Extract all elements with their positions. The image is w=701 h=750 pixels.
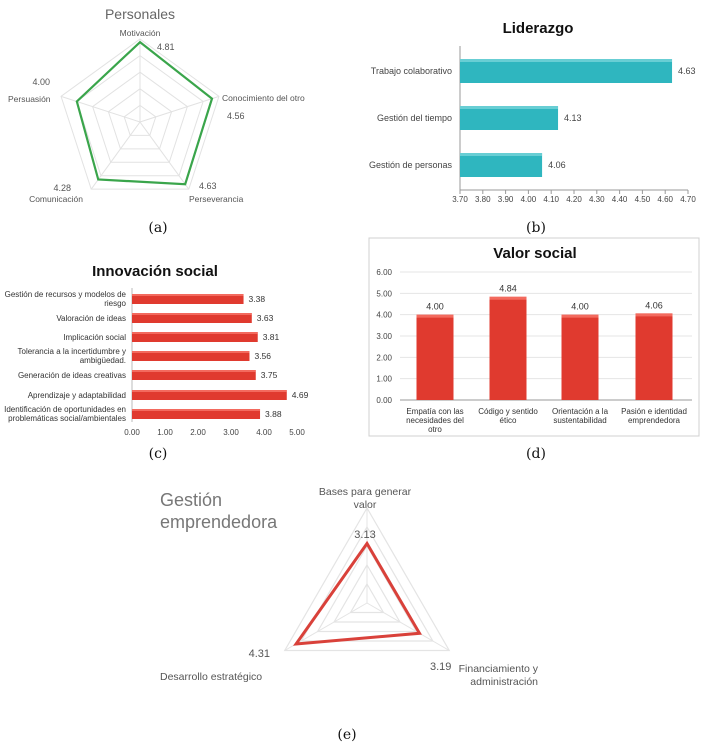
bar-c-value-label: 4.69: [291, 390, 309, 400]
caption-b: (b): [526, 220, 546, 236]
bar-c-value-label: 3.75: [260, 370, 278, 380]
radar-gestion-emprendedora: [160, 486, 539, 688]
bar-d-bar-highlight: [636, 313, 673, 316]
radar-a-value-label: 4.56: [227, 111, 245, 121]
radar-e-axis-label: Financiamiento y administración: [458, 663, 538, 688]
bar-d-tick-label: 5.00: [376, 289, 392, 299]
bar-liderazgo: [369, 20, 696, 204]
bar-c-title: Innovación social: [92, 263, 218, 280]
bar-c-tick-label: 4.00: [256, 428, 272, 437]
bar-d-category-label: Código y sentido ético: [478, 407, 538, 425]
radar-a-value-label: 4.81: [157, 42, 175, 52]
caption-c: (c): [148, 446, 168, 462]
bar-d-tick-label: 2.00: [376, 353, 392, 363]
bar-c-bar-highlight: [132, 390, 287, 392]
bar-b-tick-label: 4.70: [680, 195, 696, 204]
bar-b-value-label: 4.63: [678, 66, 696, 76]
bar-b-tick-label: 3.70: [452, 195, 468, 204]
bar-d-bar: [636, 313, 673, 400]
bar-d-bar: [417, 315, 454, 400]
radar-e-axis-label: Bases para generar valor: [318, 486, 412, 511]
radar-a-axis-label: Comunicación: [29, 194, 83, 204]
bar-c-bar-highlight: [132, 294, 244, 296]
bar-d-value-label: 4.84: [499, 283, 517, 294]
bar-c-category-label: Valoración de ideas: [56, 314, 126, 323]
bar-d-tick-label: 1.00: [376, 374, 392, 384]
radar-a-value-label: 4.00: [32, 77, 50, 87]
bar-d-value-label: 4.00: [426, 301, 444, 312]
radar-e-spoke: [367, 603, 449, 651]
radar-a-value-label: 4.63: [199, 181, 217, 191]
bar-c-bar-highlight: [132, 332, 258, 334]
bar-d-bar-highlight: [562, 315, 599, 318]
bar-valor-social: [376, 245, 692, 434]
bar-b-tick-label: 4.60: [657, 195, 673, 204]
bar-b-bar-highlight: [460, 106, 558, 109]
bar-c-tick-label: 2.00: [190, 428, 206, 437]
bar-c-category-label: Aprendizaje y adaptabilidad: [27, 391, 126, 400]
bar-c-tick-label: 1.00: [157, 428, 173, 437]
radar-a-axis-label: Persuasión: [8, 94, 51, 104]
bar-d-value-label: 4.06: [645, 300, 663, 311]
bar-b-tick-label: 4.30: [589, 195, 605, 204]
radar-e-axis-label: Desarrollo estratégico: [160, 671, 263, 683]
bar-b-tick-label: 4.40: [611, 195, 628, 204]
radar-e-title: Gestión emprendedora: [160, 490, 278, 532]
bar-c-category-label: Gestión de recursos y modelos de riesgo: [4, 290, 126, 308]
bar-c-tick-label: 3.00: [223, 428, 239, 437]
bar-b-tick-label: 3.80: [475, 195, 491, 204]
bar-d-category-label: Orientación a la sustentabilidad: [551, 407, 609, 425]
bar-b-tick-label: 4.00: [520, 195, 537, 204]
bar-b-bar: [460, 106, 558, 130]
bar-b-bar-highlight: [460, 153, 542, 156]
bar-b-tick-label: 3.90: [497, 195, 514, 204]
bar-c-bar-highlight: [132, 409, 260, 411]
bar-c-category-label: Implicación social: [63, 333, 126, 342]
radar-a-axis-label: Perseverancia: [189, 194, 244, 204]
bar-b-title: Liderazgo: [502, 20, 574, 37]
bar-b-tick-label: 4.50: [634, 195, 651, 204]
caption-a: (a): [148, 220, 168, 236]
radar-e-value-label: 3.19: [430, 661, 452, 673]
bar-b-tick-label: 4.10: [543, 195, 559, 204]
bar-c-value-label: 3.63: [256, 313, 274, 323]
bar-d-tick-label: 4.00: [376, 310, 392, 320]
bar-c-value-label: 3.88: [265, 409, 282, 419]
bar-b-bar-highlight: [460, 59, 672, 62]
bar-d-category-label: Pasión e identidad emprendedora: [621, 407, 687, 425]
bar-innovacion-social: [4, 263, 308, 437]
bar-c-category-label: Identificación de oportunidades en problemáticas social/ambientales: [4, 405, 126, 423]
caption-e: (e): [337, 727, 357, 743]
bar-d-value-label: 4.00: [571, 301, 589, 312]
bar-d-tick-label: 0.00: [376, 396, 392, 405]
bar-c-category-label: Tolerancia a la incertidumbre y ambigüedad.: [17, 347, 126, 365]
radar-e-value-label: 4.31: [248, 648, 270, 660]
radar-a-spoke: [61, 96, 140, 122]
bar-d-category-label: Empatía con las necesidades del otro: [406, 407, 464, 434]
bar-c-value-label: 3.38: [248, 294, 266, 304]
bar-d-bar: [490, 297, 527, 400]
bar-b-value-label: 4.06: [548, 160, 566, 170]
bar-d-title: Valor social: [493, 245, 577, 262]
radar-a-axis-label: Motivación: [119, 28, 161, 38]
bar-b-category-label: Trabajo colaborativo: [370, 66, 452, 76]
bar-c-value-label: 3.81: [262, 332, 280, 342]
bar-b-category-label: Gestión de personas: [368, 160, 452, 170]
radar-a-value-label: 4.28: [53, 183, 71, 193]
radar-a-title: Personales: [104, 6, 176, 22]
bar-c-tick-label: 0.00: [124, 428, 140, 437]
bar-d-bar: [562, 315, 599, 400]
radar-personales: [8, 6, 305, 204]
bar-c-bar-highlight: [132, 370, 256, 372]
radar-a-spoke: [140, 96, 219, 122]
radar-a-spoke: [140, 122, 189, 189]
radar-a-axis-label: Conocimiento del otro: [222, 93, 305, 103]
bar-b-bar: [460, 59, 672, 83]
radar-e-value-label: 3.13: [354, 529, 376, 541]
bar-d-bar-highlight: [490, 297, 527, 300]
bar-b-bar: [460, 153, 542, 177]
bar-b-category-label: Gestión del tiempo: [376, 113, 452, 123]
bar-c-tick-label: 5.00: [289, 428, 305, 437]
bar-d-bar-highlight: [417, 315, 454, 318]
bar-c-category-label: Generación de ideas creativas: [17, 371, 126, 380]
bar-b-tick-label: 4.20: [566, 195, 582, 204]
bar-c-value-label: 3.56: [254, 351, 272, 361]
bar-d-tick-label: 6.00: [376, 268, 392, 277]
caption-d: (d): [526, 446, 546, 462]
radar-e-series: [296, 544, 419, 644]
bar-d-tick-label: 3.00: [376, 332, 392, 341]
bar-b-value-label: 4.13: [564, 113, 582, 123]
bar-c-bar-highlight: [132, 351, 249, 353]
bar-c-bar-highlight: [132, 313, 252, 315]
